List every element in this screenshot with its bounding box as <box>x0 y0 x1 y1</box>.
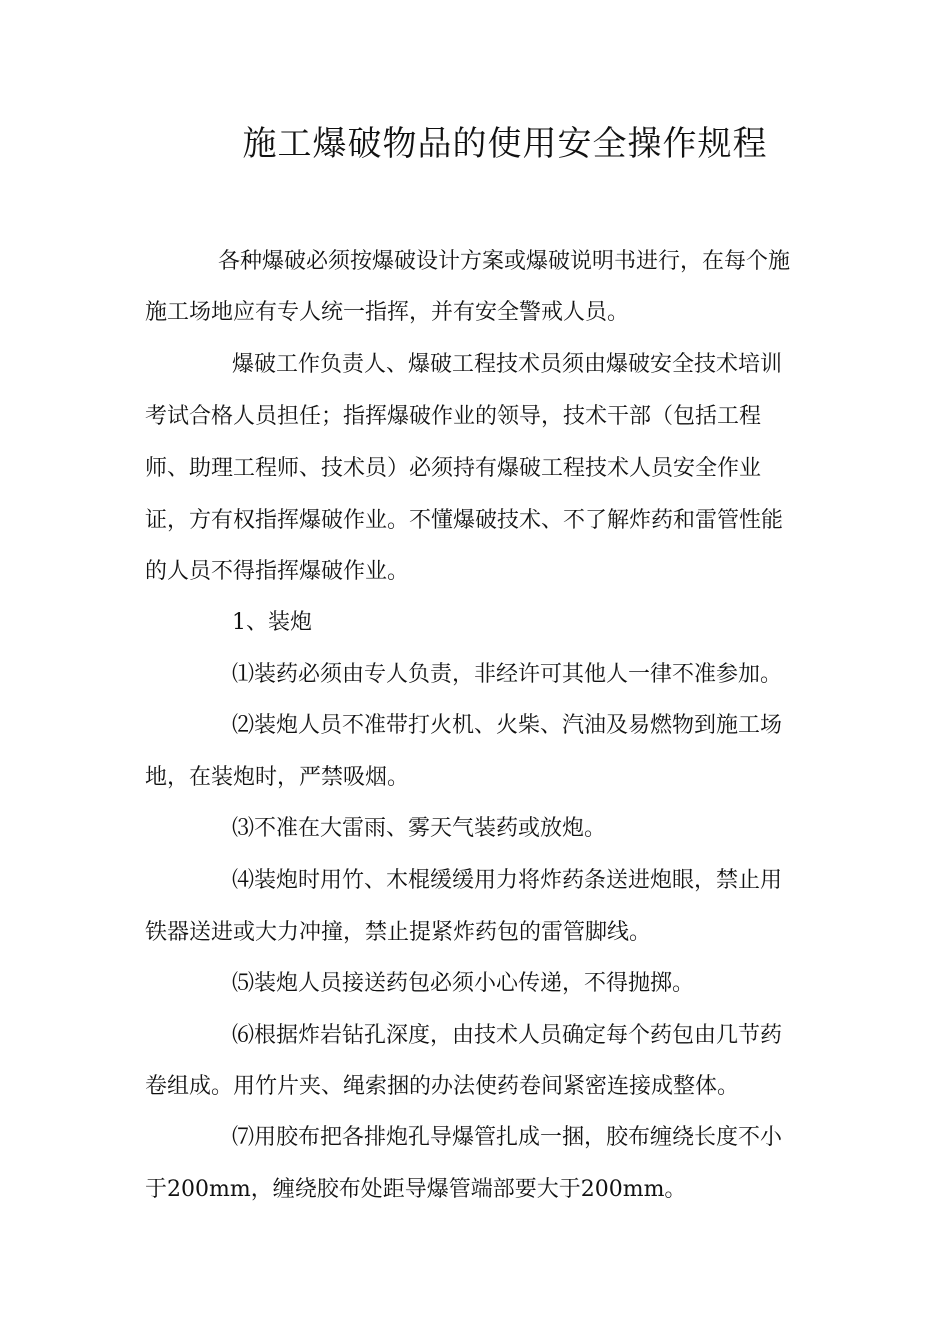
paragraph-line: 考试合格人员担任；指挥爆破作业的领导，技术干部（包括工程 <box>145 404 762 429</box>
list-item: ⑷装炮时用竹、木棍缓缓用力将炸药条送进炮眼，禁止用 <box>232 868 783 893</box>
paragraph-line: 的人员不得指挥爆破作业。 <box>145 559 410 584</box>
list-item: ⑵装炮人员不准带打火机、火柴、汽油及易燃物到施工场 <box>232 713 783 738</box>
paragraph-line: 证，方有权指挥爆破作业。不懂爆破技术、不了解炸药和雷管性能 <box>145 508 784 533</box>
section-heading: 1、装炮 <box>232 610 312 635</box>
list-item: ⑴装药必须由专人负责，非经许可其他人一律不准参加。 <box>232 662 783 687</box>
paragraph-line: 卷组成。用竹片夹、绳索捆的办法使药卷间紧密连接成整体。 <box>145 1074 740 1099</box>
list-item: ⑺用胶布把各排炮孔导爆管扎成一捆，胶布缠绕长度不小 <box>232 1125 783 1150</box>
list-item: ⑸装炮人员接送药包必须小心传递，不得抛掷。 <box>232 971 695 996</box>
paragraph-line: 师、助理工程师、技术员）必须持有爆破工程技术人员安全作业 <box>145 456 762 481</box>
list-item: ⑹根据炸岩钻孔深度，由技术人员确定每个药包由几节药 <box>232 1023 783 1048</box>
paragraph-line: 铁器送进或大力冲撞，禁止提紧炸药包的雷管脚线。 <box>145 920 652 945</box>
list-item: ⑶不准在大雷雨、雾天气装药或放炮。 <box>232 816 607 841</box>
paragraph-line: 爆破工作负责人、爆破工程技术员须由爆破安全技术培训 <box>232 352 783 377</box>
document-title: 施工爆破物品的使用安全操作规程 <box>242 124 768 164</box>
paragraph-line: 各种爆破必须按爆破设计方案或爆破说明书进行，在每个施 <box>218 249 791 274</box>
paragraph-line: 地，在装炮时，严禁吸烟。 <box>145 765 410 790</box>
paragraph-line: 于200mm，缠绕胶布处距导爆管端部要大于200mm。 <box>145 1177 687 1202</box>
paragraph-line: 施工场地应有专人统一指挥，并有安全警戒人员。 <box>145 300 630 325</box>
